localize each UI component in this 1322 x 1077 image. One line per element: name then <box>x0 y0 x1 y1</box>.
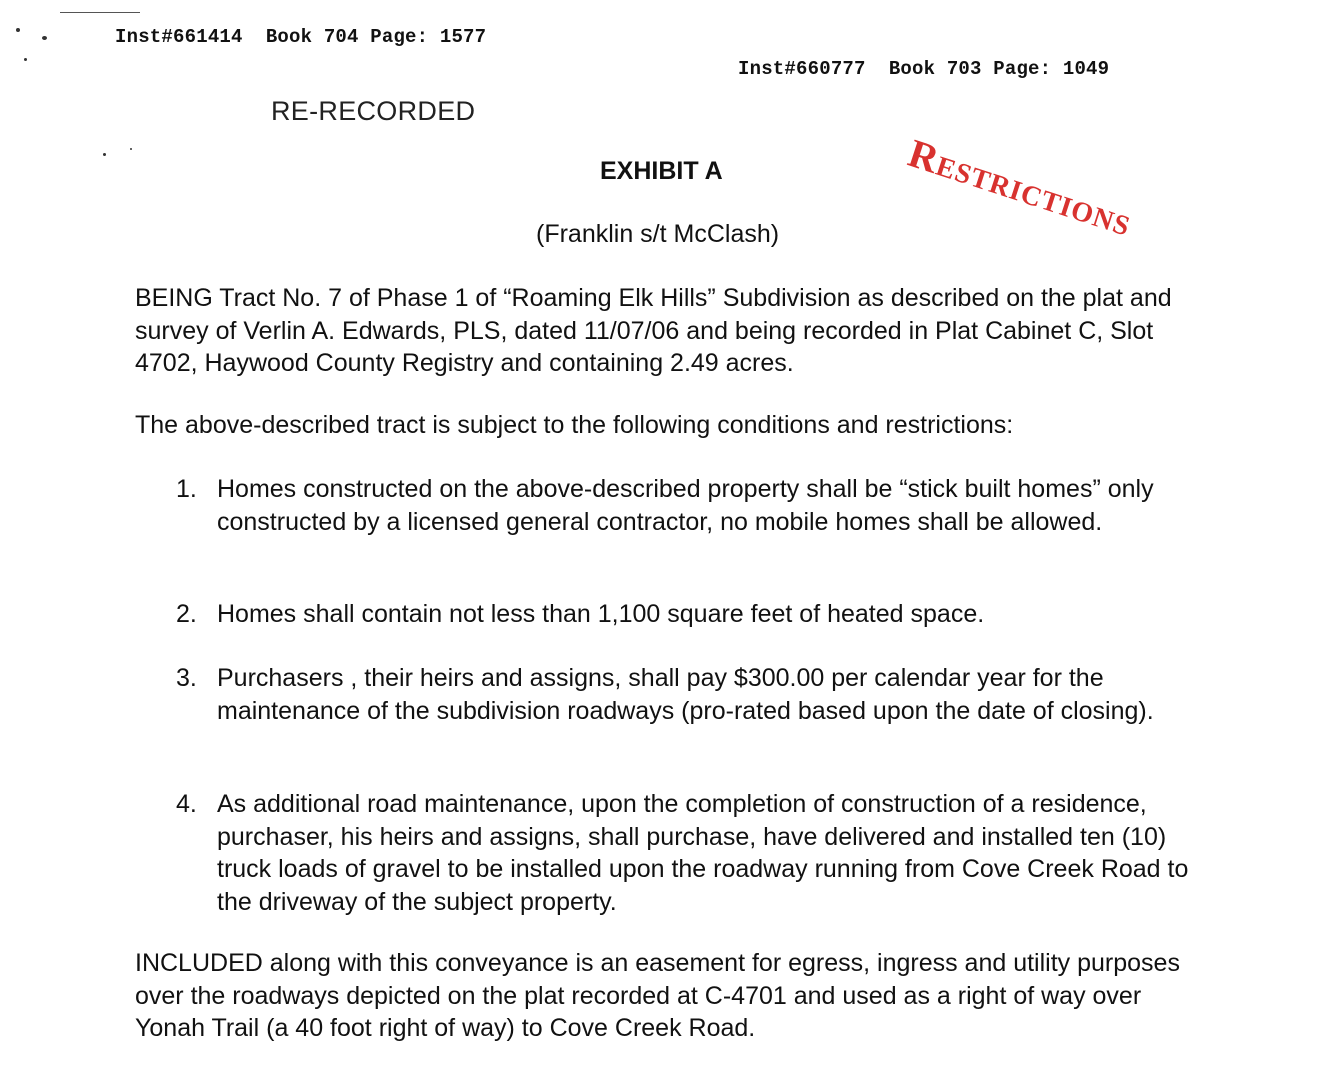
original-instrument-stamp: Inst#660777 Book 703 Page: 1049 <box>738 58 1110 80</box>
scan-speck <box>16 28 20 32</box>
scan-speck <box>42 36 47 40</box>
condition-text: Homes constructed on the above-described property shall be “stick built homes” only constructed by a licensed general contractor, no mobile homes shall be allowed. <box>217 475 1154 536</box>
condition-number: 4. <box>176 790 197 818</box>
rerecorded-label: RE-RECORDED <box>271 96 476 126</box>
conditions-intro: The above-described tract is subject to the following conditions and restrictions: <box>135 411 1014 439</box>
scan-speck <box>103 153 106 156</box>
exhibit-title: EXHIBIT A <box>600 157 723 185</box>
scan-speck <box>130 148 132 150</box>
scan-speck <box>24 58 27 61</box>
exhibit-parties: (Franklin s/t McClash) <box>536 220 780 248</box>
condition-text: Purchasers , their heirs and assigns, shall pay $300.00 per calendar year for the maintenance of the subdivision roadways (pro-rated based upon the date of closing). <box>217 664 1154 725</box>
condition-text: As additional road maintenance, upon the completion of construction of a residence, purchaser, his heirs and assigns, shall purchase, have delivered and installed ten (10) truck loads of gravel to be installed upon the roadway running from Cove Creek Road to the driveway of the subject property. <box>217 790 1189 916</box>
rerecord-instrument-stamp: Inst#661414 Book 704 Page: 1577 <box>115 26 487 48</box>
restrictions-stamp: Restrictions <box>903 130 1138 245</box>
condition-number: 2. <box>176 600 197 628</box>
tract-description: BEING Tract No. 7 of Phase 1 of “Roaming Elk Hills” Subdivision as described on the plat and survey of Verlin A. Edwards, PLS, dated 11/07/06 and being recorded in Plat Cabinet C, Slot 4702, Haywood County Registry and containing 2.49 acres. <box>135 284 1172 377</box>
condition-text: Homes shall contain not less than 1,100 square feet of heated space. <box>217 600 985 628</box>
easement-paragraph: INCLUDED along with this conveyance is an easement for egress, ingress and utility purposes over the roadways depicted on the plat recorded at C-4701 and used as a right of way over Yonah Trail (a 40 foot right of way) to Cove Creek Road. <box>135 949 1180 1042</box>
scan-artifact-line <box>60 12 140 13</box>
condition-number: 3. <box>176 664 197 692</box>
condition-number: 1. <box>176 475 197 503</box>
